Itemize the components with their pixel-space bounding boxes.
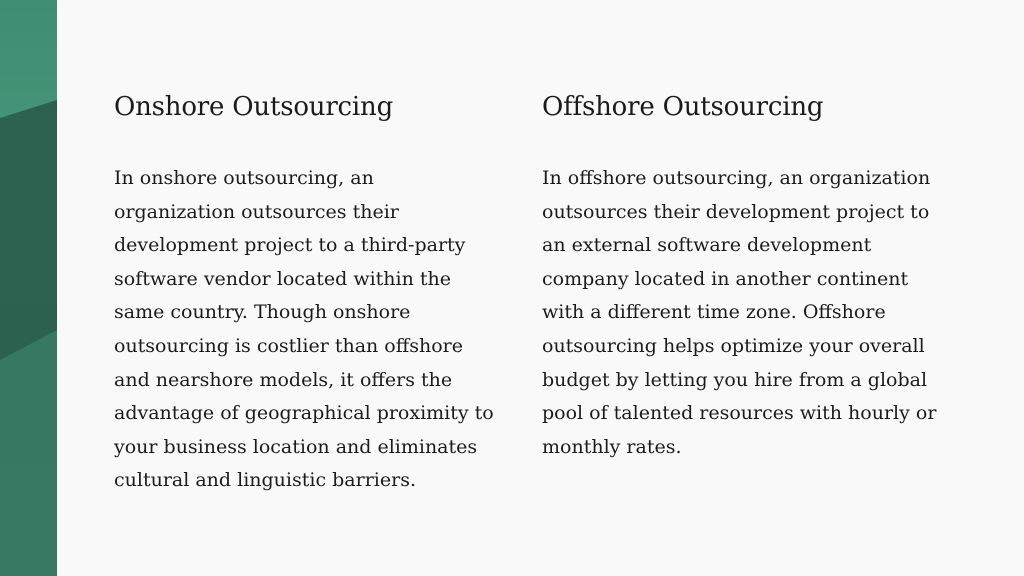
offshore-line: budget by letting you hire from a global: [542, 368, 928, 391]
onshore-line: advantage of geographical proximity to: [114, 402, 494, 425]
offshore-line: outsources their development project to: [542, 200, 930, 223]
onshore-line: cultural and linguistic barriers.: [114, 469, 416, 492]
offshore-description: [542, 162, 942, 464]
offshore-line: In offshore outsourcing, an organization: [542, 167, 931, 189]
side-strip-shape: [0, 0, 57, 576]
onshore-line: organization outsources their: [114, 200, 399, 223]
onshore-title: Onshore Outsourcing: [114, 92, 394, 122]
offshore-line: outsourcing helps optimize your overall: [542, 334, 925, 357]
offshore-line: monthly rates.: [542, 435, 682, 458]
onshore-line: In onshore outsourcing, an: [114, 167, 374, 189]
onshore-line: development project to a third-party: [114, 234, 466, 257]
offshore-line: an external software development: [542, 234, 872, 257]
decorative-side-strip: [0, 0, 57, 576]
onshore-line: outsourcing is costlier than offshore: [114, 334, 463, 357]
offshore-line: with a different time zone. Offshore: [542, 301, 886, 324]
onshore-section: [114, 88, 514, 498]
onshore-line: your business location and eliminates: [114, 435, 478, 458]
offshore-title: Offshore Outsourcing: [542, 92, 824, 122]
offshore-line: company located in another continent: [542, 267, 909, 290]
offshore-section: [542, 88, 942, 464]
onshore-line: same country. Though onshore: [114, 301, 411, 324]
onshore-line: and nearshore models, it offers the: [114, 368, 453, 391]
offshore-line: pool of talented resources with hourly or: [542, 402, 937, 425]
onshore-line: software vendor located within the: [114, 267, 451, 290]
onshore-description: [114, 162, 514, 498]
